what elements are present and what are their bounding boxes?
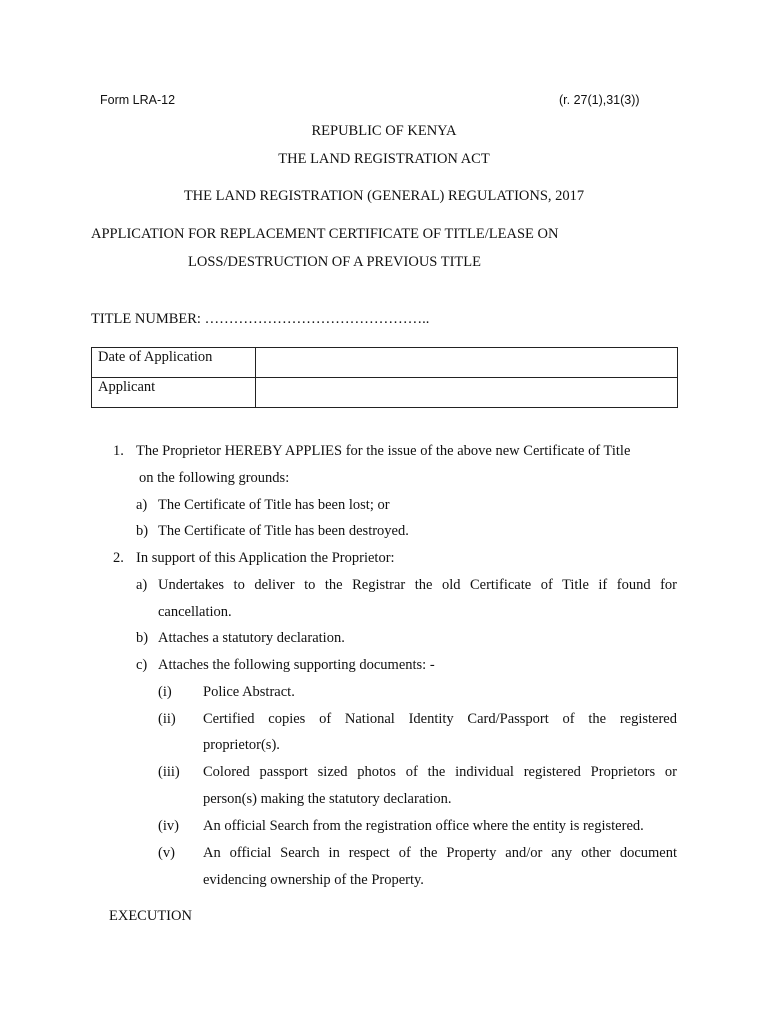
section1-item-b-marker: b) [136, 523, 149, 539]
doc-v-line1: An official Search in respect of the Property and/or any other document [203, 845, 677, 861]
section2-intro: In support of this Application the Proprietor: [136, 550, 395, 566]
section2-item-a-line1: Undertakes to deliver to the Registrar the old Certificate of Title if found for [158, 577, 677, 593]
section1-line2: on the following grounds: [139, 470, 290, 486]
doc-iii-line2: person(s) making the statutory declaration. [203, 791, 452, 807]
date-of-application-label: Date of Application [92, 348, 256, 378]
applicant-value[interactable] [256, 378, 678, 408]
doc-i-text: Police Abstract. [203, 684, 295, 700]
section1-item-a-marker: a) [136, 497, 148, 513]
table-row [92, 348, 678, 378]
republic-title: REPUBLIC OF KENYA [311, 123, 457, 139]
form-id: Form LRA-12 [100, 93, 176, 107]
section1-item-b-text: The Certificate of Title has been destroyed. [158, 523, 409, 539]
act-title: THE LAND REGISTRATION ACT [278, 151, 490, 167]
doc-i-marker: (i) [158, 684, 172, 700]
section2-item-a-marker: a) [136, 577, 148, 593]
doc-v-marker: (v) [158, 845, 175, 861]
section2-number: 2. [113, 550, 124, 566]
table-row [92, 378, 678, 408]
doc-ii-marker: (ii) [158, 711, 176, 727]
title-number-label: TITLE NUMBER: [91, 311, 201, 327]
date-of-application-value[interactable] [256, 348, 678, 378]
doc-iv-marker: (iv) [158, 818, 179, 834]
doc-v-line2: evidencing ownership of the Property. [203, 872, 424, 888]
application-title-line2: LOSS/DESTRUCTION OF A PREVIOUS TITLE [188, 254, 481, 270]
section2-item-b-text: Attaches a statutory declaration. [158, 630, 345, 646]
doc-ii-line1: Certified copies of National Identity Card/Passport of the registered [203, 711, 677, 727]
title-number-line [91, 311, 429, 328]
doc-iii-marker: (iii) [158, 764, 180, 780]
section1-number: 1. [113, 443, 124, 459]
execution-heading: EXECUTION [109, 908, 192, 924]
section1-item-a-text: The Certificate of Title has been lost; or [158, 497, 390, 513]
rule-reference: (r. 27(1),31(3)) [559, 93, 640, 107]
doc-iii-line1: Colored passport sized photos of the individual registered Proprietors or [203, 764, 677, 780]
applicant-label: Applicant [92, 378, 256, 408]
doc-iv-text: An official Search from the registration office where the entity is registered. [203, 818, 644, 834]
section1-line1: The Proprietor HEREBY APPLIES for the issue of the above new Certificate of Title [136, 443, 631, 459]
doc-ii-line2: proprietor(s). [203, 737, 280, 753]
title-number-dots: ……………………………………….. [204, 311, 430, 327]
application-title-line1: APPLICATION FOR REPLACEMENT CERTIFICATE OF TITLE/LEASE ON [91, 226, 559, 242]
section2-item-b-marker: b) [136, 630, 149, 646]
regulations-title: THE LAND REGISTRATION (GENERAL) REGULATIONS, 2017 [183, 188, 585, 204]
section2-item-a-line2: cancellation. [158, 604, 232, 620]
section2-item-c-text: Attaches the following supporting documents: - [158, 657, 435, 673]
section2-item-c-marker: c) [136, 657, 148, 673]
application-info-table [91, 347, 678, 408]
